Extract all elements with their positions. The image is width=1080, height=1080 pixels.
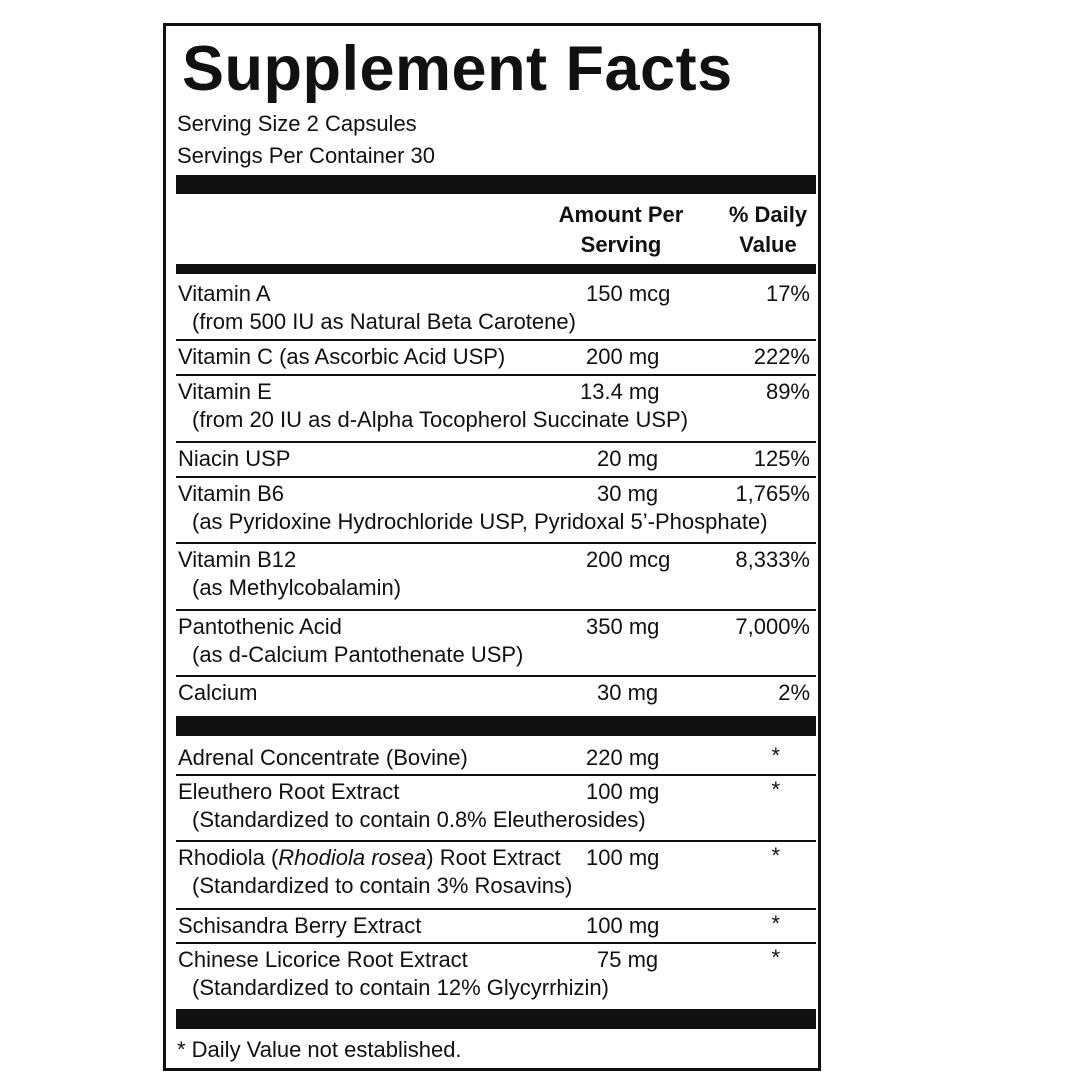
nutrient-daily-value: 8,333% — [735, 547, 810, 572]
thick-divider-top — [176, 175, 816, 194]
ingredient-standardization: (Standardized to contain 0.8% Eleutherosides) — [192, 807, 646, 832]
ingredient-name: Eleuthero Root Extract — [178, 779, 400, 804]
nutrient-row-vitamin-b6 — [176, 478, 816, 544]
latin-name: Rhodiola rosea — [278, 845, 427, 870]
servings-per-container: Servings Per Container 30 — [177, 143, 436, 168]
serving-size: Serving Size 2 Capsules — [177, 111, 417, 136]
dv-not-established-marker: * — [771, 843, 780, 868]
panel-title: Supplement Facts — [182, 34, 733, 104]
daily-value-header: % Daily Value — [728, 202, 808, 257]
nutrient-amount: 200 mcg — [586, 547, 671, 572]
footnote: * Daily Value not established. — [177, 1037, 462, 1062]
nutrient-name: Vitamin E — [178, 379, 272, 404]
nutrient-daily-value: 2% — [778, 680, 810, 705]
ingredient-row-adrenal-concentrate — [176, 742, 816, 776]
nutrient-row-vitamin-a — [176, 278, 816, 341]
thick-divider-bottom — [176, 1009, 816, 1029]
ingredient-amount: 100 mg — [586, 779, 660, 804]
nutrient-row-vitamin-e — [176, 376, 816, 443]
ingredient-standardization: (Standardized to contain 3% Rosavins) — [192, 873, 573, 898]
ingredient-name: Chinese Licorice Root Extract — [178, 947, 468, 972]
amount-per-serving-header: Amount Per Serving — [558, 202, 684, 257]
nutrient-source: (from 500 IU as Natural Beta Carotene) — [192, 309, 576, 334]
ingredient-amount: 100 mg — [586, 913, 660, 938]
nutrient-source: (from 20 IU as d-Alpha Tocopherol Succinate USP) — [192, 407, 689, 432]
supplement-facts-panel — [163, 23, 821, 1071]
nutrient-amount: 350 mg — [586, 614, 660, 639]
ingredient-row-schisandra-berry — [176, 910, 816, 944]
nutrient-name: Vitamin B12 — [178, 547, 297, 572]
nutrient-row-niacin — [176, 443, 816, 478]
dv-not-established-marker: * — [771, 911, 780, 936]
nutrient-source: (as Methylcobalamin) — [192, 575, 402, 600]
ingredient-row-eleuthero-root — [176, 776, 816, 842]
nutrient-daily-value: 125% — [753, 446, 810, 471]
medium-divider — [176, 264, 816, 274]
nutrient-daily-value: 89% — [765, 379, 810, 404]
nutrient-row-vitamin-c — [176, 341, 816, 376]
ingredient-amount: 220 mg — [586, 745, 660, 770]
ingredient-amount: 75 mg — [597, 947, 659, 972]
ingredient-name: Rhodiola (Rhodiola rosea) Root Extract — [178, 845, 561, 870]
dv-not-established-marker: * — [771, 945, 780, 970]
nutrient-row-pantothenic-acid — [176, 611, 816, 677]
ingredient-name: Schisandra Berry Extract — [178, 913, 422, 938]
ingredient-row-rhodiola-root — [176, 842, 816, 910]
nutrient-row-calcium — [176, 677, 816, 715]
nutrient-name: Vitamin B6 — [178, 481, 284, 506]
nutrient-name: Pantothenic Acid — [178, 614, 342, 639]
nutrient-daily-value: 222% — [753, 344, 810, 369]
thick-divider-middle — [176, 716, 816, 736]
nutrient-amount: 13.4 mg — [580, 379, 660, 404]
nutrient-amount: 20 mg — [597, 446, 659, 471]
nutrient-daily-value: 17% — [765, 281, 810, 306]
nutrient-name: Vitamin A — [178, 281, 271, 306]
nutrient-amount: 200 mg — [586, 344, 660, 369]
nutrient-source: (as Pyridoxine Hydrochloride USP, Pyridoxal 5’-Phosphate) — [192, 509, 768, 534]
nutrient-amount: 150 mcg — [586, 281, 671, 306]
ingredient-name: Adrenal Concentrate (Bovine) — [178, 745, 468, 770]
ingredient-row-chinese-licorice-root — [176, 944, 816, 1008]
nutrient-daily-value: 7,000% — [735, 614, 810, 639]
nutrient-name: Calcium — [178, 680, 258, 705]
ingredient-amount: 100 mg — [586, 845, 660, 870]
dv-not-established-marker: * — [771, 743, 780, 768]
nutrient-name: Vitamin C (as Ascorbic Acid USP) — [178, 344, 506, 369]
nutrient-name: Niacin USP — [178, 446, 291, 471]
ingredient-standardization: (Standardized to contain 12% Glycyrrhizin) — [192, 975, 609, 1000]
nutrient-amount: 30 mg — [597, 680, 659, 705]
nutrient-daily-value: 1,765% — [735, 481, 810, 506]
nutrient-row-vitamin-b12 — [176, 544, 816, 611]
nutrient-amount: 30 mg — [597, 481, 659, 506]
dv-not-established-marker: * — [771, 777, 780, 802]
nutrient-source: (as d-Calcium Pantothenate USP) — [192, 642, 524, 667]
